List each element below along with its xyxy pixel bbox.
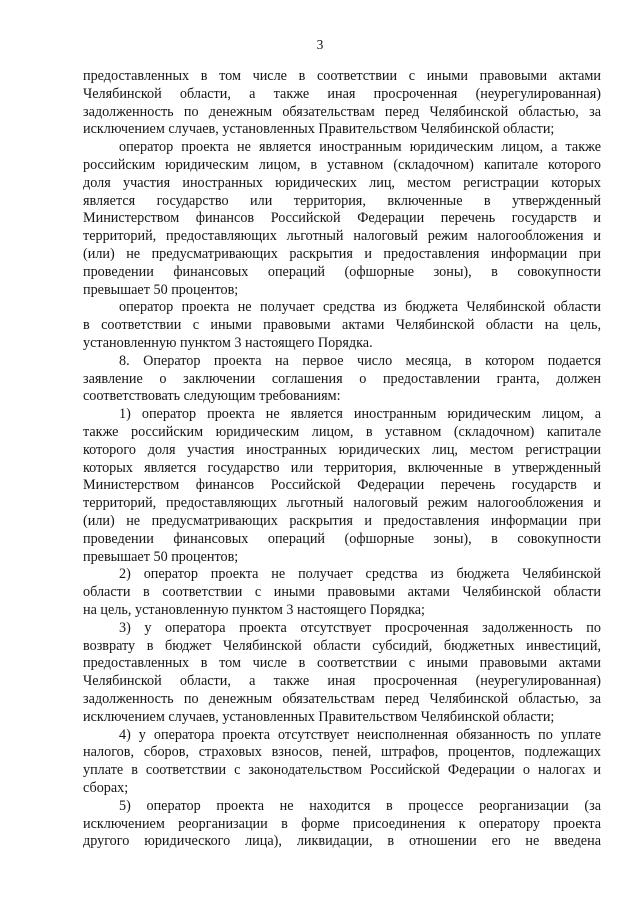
text-line: оператор проекта не является иностранным юридическим лицом, а также xyxy=(119,139,601,156)
text-line: проведении финансовых операций (офшорные зоны), в совокупности xyxy=(83,263,601,280)
text-line: другого юридического лица), ликвидации, в отношении его не введена xyxy=(83,833,601,850)
text-line: которых является государство или территория, включенные в утвержденный xyxy=(83,459,601,476)
text-line: соответствовать следующим требованиям: xyxy=(83,388,341,405)
text-line: Челябинской области, а также иная просроченная (неурегулированная) xyxy=(83,673,601,690)
text-line: предоставленных в том числе в соответствии с иными правовыми актами xyxy=(83,655,601,672)
text-line: доля участия иностранных юридических лиц, местом регистрации которых xyxy=(83,174,601,191)
text-line: Челябинской области, а также иная просроченная (неурегулированная) xyxy=(83,85,601,102)
text-line: оператор проекта не получает средства из бюджета Челябинской области xyxy=(119,299,601,316)
text-line: превышает 50 процентов; xyxy=(83,548,239,565)
text-line: предоставленных в том числе в соответствии с иными правовыми актами xyxy=(83,68,601,84)
text-line: которого доля участия иностранных юридических лиц, местом регистрации xyxy=(83,441,601,458)
text-line: установленную пунктом 3 настоящего Порядка. xyxy=(83,335,373,351)
text-line: (или) не предусматривающих раскрытия и предоставления информации при xyxy=(83,246,601,262)
text-line: исключением реорганизации в форме присоединения к оператору проекта xyxy=(83,815,601,832)
text-line: российским юридическим лицом, в уставном (складочном) капитале которого xyxy=(83,157,601,173)
text-line: (или) не предусматривающих раскрытия и предоставления информации при xyxy=(83,513,601,529)
text-line: исключением случаев, установленных Правительством Челябинской области; xyxy=(83,708,555,725)
text-line: 8. Оператор проекта на первое число месяца, в котором подается xyxy=(119,352,601,369)
text-line: 3) у оператора проекта отсутствует просроченная задолженность по xyxy=(119,619,601,636)
text-line: 4) у оператора проекта отсутствует неисполненная обязанность по уплате xyxy=(119,726,601,743)
text-line: 2) оператор проекта не получает средства из бюджета Челябинской xyxy=(119,566,601,583)
text-line: исключением случаев, установленных Правительством Челябинской области; xyxy=(83,121,555,138)
text-line: также российским юридическим лицом, в уставном (складочном) капитале xyxy=(83,424,601,440)
text-line: сборах; xyxy=(83,780,129,796)
text-line: заявление о заключении соглашения о предоставлении гранта, должен xyxy=(83,370,601,387)
text-line: территорий, предоставляющих льготный налоговый режим налогообложения и xyxy=(83,228,601,245)
text-line: проведении финансовых операций (офшорные зоны), в совокупности xyxy=(83,530,601,547)
text-line: области в соответствии с иными правовыми актами Челябинской области xyxy=(83,584,601,601)
text-line: задолженность по денежным обязательствам перед Челябинской областью, за xyxy=(83,691,601,707)
text-line: территорий, предоставляющих льготный налоговый режим налогообложения и xyxy=(83,495,601,512)
text-line: 5) оператор проекта не находится в процессе реорганизации (за xyxy=(119,797,601,814)
text-line: является государство или территория, включенные в утвержденный xyxy=(83,192,601,209)
text-line: уплате в соответствии с законодательством Российской Федерации о налогах и xyxy=(83,762,601,779)
text-line: налогов, сборов, страховых взносов, пеней, штрафов, процентов, подлежащих xyxy=(83,744,601,761)
page-number: 3 xyxy=(316,37,324,52)
text-line: 1) оператор проекта не является иностранным юридическим лицом, а xyxy=(119,406,601,423)
text-line: в соответствии с иными правовыми актами Челябинской области на цель, xyxy=(83,317,601,334)
text-line: Министерством финансов Российской Федерации перечень государств и xyxy=(83,210,601,227)
text-line: Министерством финансов Российской Федерации перечень государств и xyxy=(83,477,601,494)
text-line: на цель, установленную пунктом 3 настоящего Порядка; xyxy=(83,602,425,618)
text-line: возврату в бюджет Челябинской области субсидий, бюджетных инвестиций, xyxy=(83,637,601,654)
text-line: задолженность по денежным обязательствам перед Челябинской областью, за xyxy=(83,103,601,120)
text-line: превышает 50 процентов; xyxy=(83,281,239,298)
